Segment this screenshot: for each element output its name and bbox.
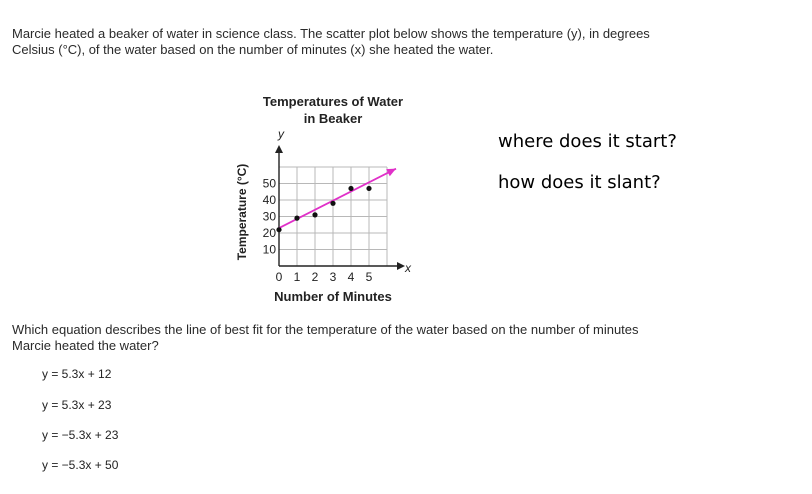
data-point	[312, 212, 317, 217]
data-point	[276, 227, 281, 232]
y-tick-label: 10	[262, 242, 276, 257]
y-tick-label: 20	[262, 226, 276, 240]
answer-choice-c[interactable]: y = −5.3x + 23	[42, 428, 119, 442]
x-tick-label: 5	[365, 270, 373, 284]
x-tick-label: 0	[275, 270, 283, 284]
data-point	[294, 216, 299, 221]
y-tick-label: 40	[262, 193, 276, 207]
problem-prompt: Marcie heated a beaker of water in science class. The scatter plot below shows the temperature (y), in degrees Celsius (°C), of the water based on the number of minutes (x) she heated the water.	[12, 26, 650, 57]
answer-choice-d[interactable]: y = −5.3x + 50	[42, 458, 119, 472]
data-point	[348, 186, 353, 191]
chart-title-line-1: Temperatures of Water	[262, 94, 404, 109]
question-text: Which equation describes the line of best fit for the temperature of the water based on the number of minutes Marcie heated the water?	[12, 322, 639, 353]
x-axis-letter: x	[405, 261, 411, 275]
chart-title-line-2: in Beaker	[303, 111, 363, 126]
axes	[275, 145, 405, 270]
answer-choice-b[interactable]: y = 5.3x + 23	[42, 398, 112, 412]
y-tick-label: 30	[262, 209, 276, 224]
y-tick-label: 50	[262, 176, 276, 191]
answer-choice-a[interactable]: y = 5.3x + 12	[42, 367, 112, 381]
data-point	[366, 186, 371, 191]
y-axis-label: Temperature (°C)	[235, 163, 249, 261]
y-axis-arrow	[275, 145, 283, 153]
data-point	[330, 201, 335, 206]
handwritten-note-slant: how does it slant?	[498, 172, 661, 193]
x-tick-label: 3	[329, 270, 337, 284]
x-tick-label: 1	[293, 270, 301, 284]
x-axis-arrow	[397, 262, 405, 270]
handwritten-note-start: where does it start?	[498, 131, 677, 152]
data-points	[276, 186, 371, 232]
x-axis-label: Number of Minutes	[274, 289, 392, 304]
y-axis-letter: y	[278, 127, 284, 141]
x-tick-label: 2	[311, 270, 319, 284]
x-tick-label: 4	[347, 270, 355, 284]
